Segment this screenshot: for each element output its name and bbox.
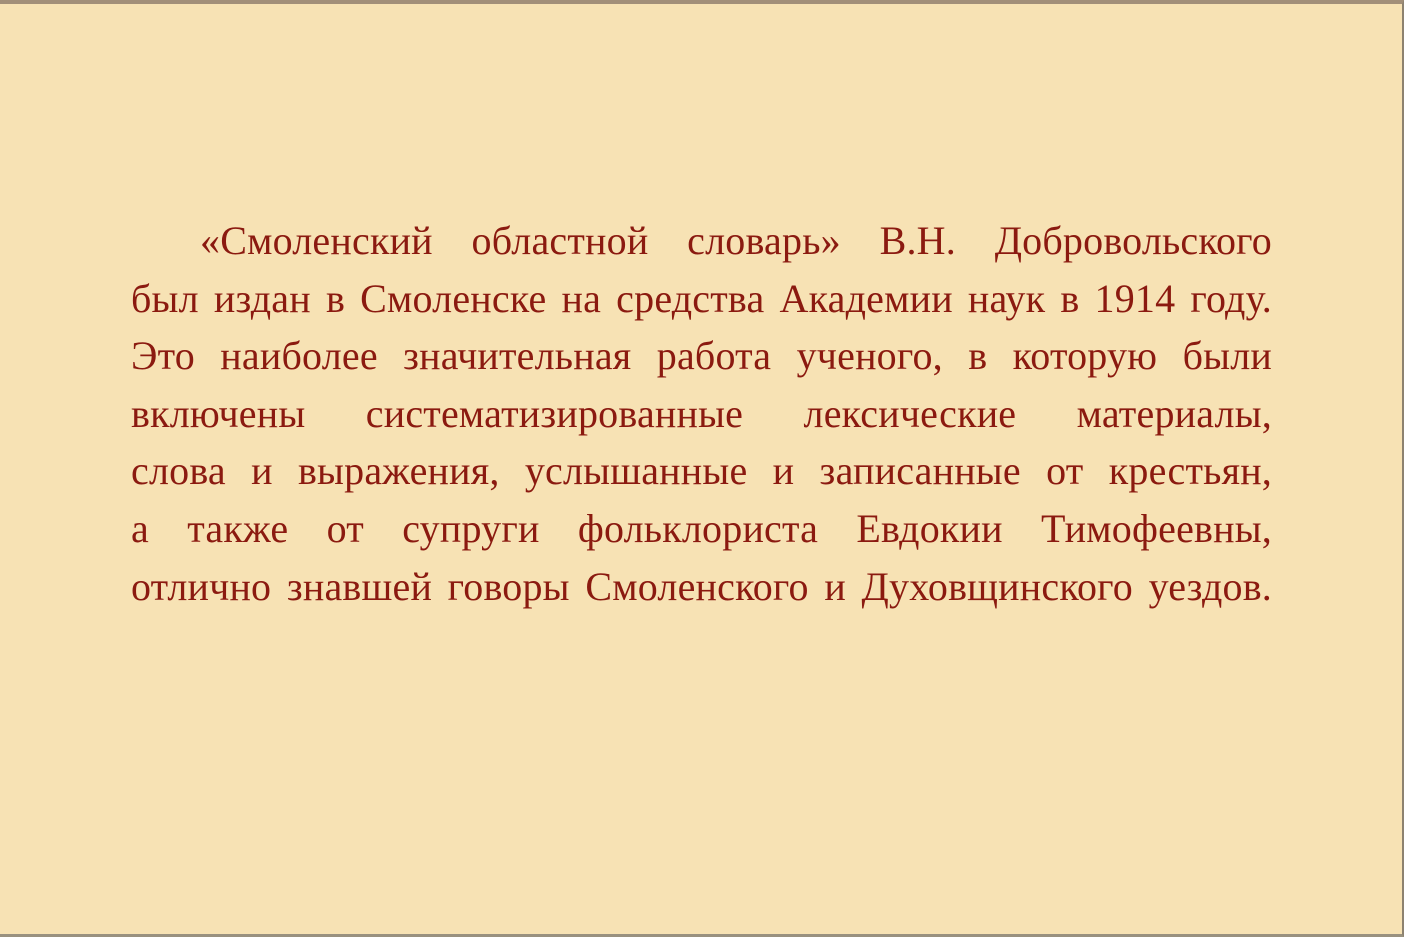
paragraph bbox=[131, 212, 1272, 615]
paragraph-line: а также от супруги фольклориста Евдокии Тимофеевны, bbox=[131, 505, 1272, 551]
paragraph-line: слова и выражения, услышанные и записанные от крестьян, bbox=[131, 448, 1272, 494]
paragraph-line: Это наиболее значительная работа ученого, в которую были bbox=[131, 333, 1272, 379]
paragraph-line: был издан в Смоленске на средства Академии наук в 1914 году. bbox=[131, 275, 1272, 321]
paragraph-line: включены систематизированные лексические материалы, bbox=[131, 390, 1272, 436]
paragraph-line: отлично знавшей говоры Смоленского и Духовщинского уездов. bbox=[131, 563, 1272, 609]
paragraph-line: «Смоленский областной словарь» В.Н. Добровольского bbox=[200, 218, 1272, 263]
